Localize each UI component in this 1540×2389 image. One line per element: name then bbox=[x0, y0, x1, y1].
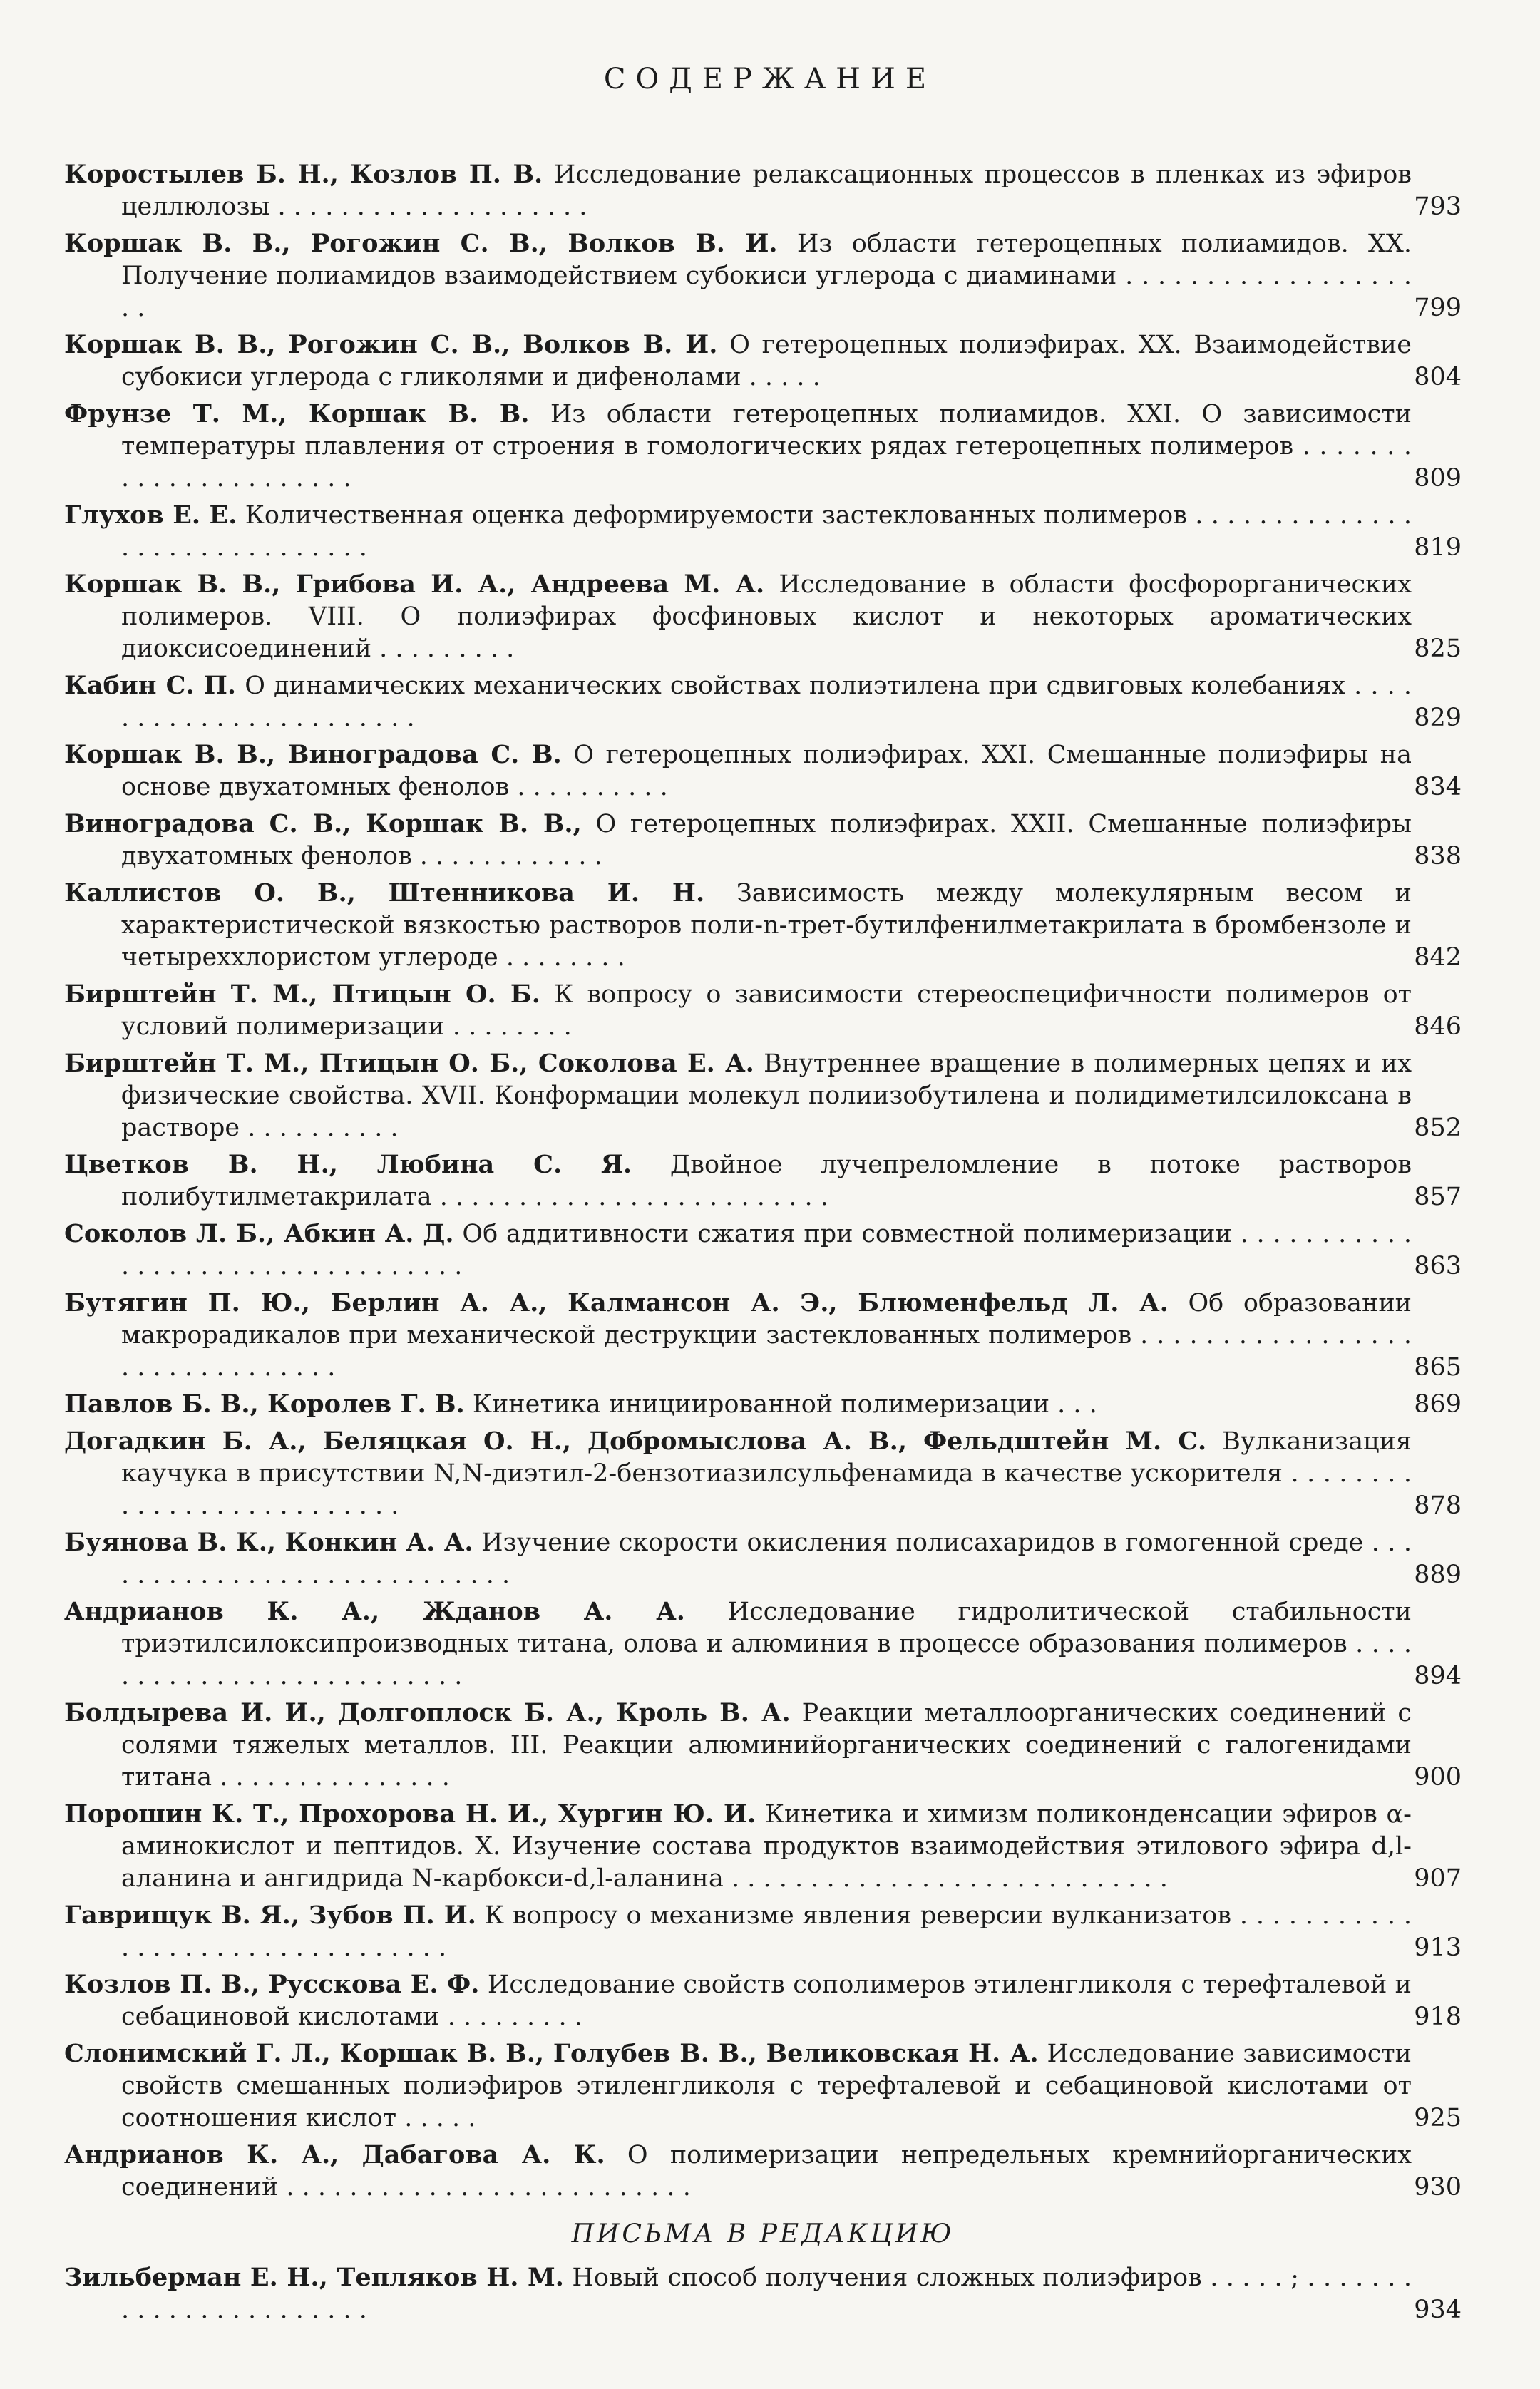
page-title: СОДЕРЖАНИЕ bbox=[603, 63, 937, 96]
toc-entry bbox=[64, 1968, 1462, 2033]
entry-title: Зависимость между молекулярным весом и характеристической вязкостью растворов поли-n-трет-бутилфенилметакрилата в бромбензоле и четыреххлористом углероде . . . . . . . . bbox=[121, 879, 1412, 972]
entry-authors: Гаврищук В. Я., Зубов П. И. bbox=[64, 1901, 476, 1930]
entry-text bbox=[64, 2038, 1412, 2134]
entry-title: Количественная оценка деформируемости застеклованных полимеров . . . . . . . . . . . . . . . . . . . . . . . . . . . . . . bbox=[121, 501, 1412, 562]
entry-title: К вопросу о зависимости стереоспецифичности полимеров от условий полимеризации . . . . . . . . bbox=[121, 980, 1412, 1041]
entry-page-number: 894 bbox=[1414, 1662, 1462, 1690]
entry-authors: Слонимский Г. Л., Коршак В. В., Голубев В. В., Великовская Н. А. bbox=[64, 2039, 1039, 2068]
entry-authors: Бирштейн Т. М., Птицын О. Б., Соколова Е. А. bbox=[64, 1049, 754, 1078]
entry-text bbox=[64, 877, 1412, 974]
toc-entry bbox=[64, 2139, 1462, 2204]
toc-entry bbox=[64, 329, 1462, 394]
entry-text bbox=[64, 1798, 1412, 1895]
entry-page-number: 900 bbox=[1414, 1763, 1462, 1792]
entry-title: О гетероцепных полиэфирах. XX. Взаимодействие субокиси углерода с гликолями и дифенолами . . . . . bbox=[121, 331, 1412, 391]
toc-entry bbox=[64, 1697, 1462, 1794]
toc-entry bbox=[64, 398, 1462, 495]
entry-authors: Андрианов К. А., Дабагова А. К. bbox=[64, 2140, 605, 2169]
entry-title: О гетероцепных полиэфирах. XXII. Смешанные полиэфиры двухатомных фенолов . . . . . . . . . . . . bbox=[121, 810, 1412, 870]
entry-page-number: 889 bbox=[1414, 1561, 1462, 1589]
entry-page-number: 869 bbox=[1414, 1390, 1462, 1419]
entry-title: Кинетика и химизм поликонденсации эфиров α-аминокислот и пептидов. X. Изучение состава продуктов взаимодействия этилового эфира d,l-аланина и ангидрида N-карбокси-d,l-аланина . . . . . . . . . . . . . . . . . . . . . . . . . . . . bbox=[121, 1800, 1412, 1893]
entry-authors: Догадкин Б. А., Беляцкая О. Н., Добромыслова А. В., Фельдштейн М. С. bbox=[64, 1427, 1207, 1456]
toc-entry bbox=[64, 877, 1462, 974]
toc-entry bbox=[64, 669, 1462, 734]
entry-authors: Коршак В. В., Виноградова С. В. bbox=[64, 740, 562, 769]
toc-entry bbox=[64, 227, 1462, 324]
entry-text bbox=[64, 2261, 1412, 2326]
entry-text bbox=[64, 2139, 1412, 2204]
entry-authors: Соколов Л. Б., Абкин А. Д. bbox=[64, 1219, 454, 1248]
entry-text bbox=[64, 1149, 1412, 1213]
toc-entry bbox=[64, 1425, 1462, 1522]
entry-page-number: 863 bbox=[1414, 1252, 1462, 1280]
entry-page-number: 825 bbox=[1414, 635, 1462, 663]
entry-page-number: 804 bbox=[1414, 363, 1462, 391]
entry-page-number: 846 bbox=[1414, 1012, 1462, 1041]
entry-authors: Фрунзе Т. М., Коршак В. В. bbox=[64, 399, 530, 428]
entry-title: Вулканизация каучука в присутствии N,N-диэтил-2-бензотиазилсульфенамида в качестве ускорителя . . . . . . . . . . . . . . . . . . . . . . . . . . bbox=[121, 1427, 1412, 1520]
entry-page-number: 913 bbox=[1414, 1933, 1462, 1962]
entry-text bbox=[64, 1047, 1412, 1144]
entry-authors: Виноградова С. В., Коршак В. В., bbox=[64, 809, 582, 838]
entry-title: Из области гетероцепных полиамидов. XX. Получение полиамидов взаимодействием субокиси углерода с диаминами . . . . . . . . . . . . . . . . . . . . bbox=[121, 230, 1412, 322]
entry-text bbox=[64, 398, 1412, 495]
entry-authors: Цветков В. Н., Любина С. Я. bbox=[64, 1150, 632, 1179]
toc-entry bbox=[64, 1798, 1462, 1895]
entry-page-number: 842 bbox=[1414, 943, 1462, 972]
entry-page-number: 834 bbox=[1414, 773, 1462, 801]
toc-entry bbox=[64, 808, 1462, 873]
entry-text bbox=[64, 1218, 1412, 1283]
entry-text bbox=[64, 1899, 1412, 1964]
toc-entries bbox=[64, 158, 1462, 2204]
entry-page-number: 852 bbox=[1414, 1114, 1462, 1142]
toc-entry bbox=[64, 1526, 1462, 1591]
entry-page-number: 907 bbox=[1414, 1864, 1462, 1893]
toc-entry bbox=[64, 1388, 1462, 1421]
entry-title: О динамических механических свойствах полиэтилена при сдвиговых колебаниях . . . . . . . . . . . . . . . . . . . . . . . bbox=[121, 672, 1412, 732]
section-heading: ПИСЬМА В РЕДАКЦИЮ bbox=[571, 2219, 955, 2249]
entry-authors: Каллистов О. В., Штенникова И. Н. bbox=[64, 878, 705, 908]
entry-text bbox=[64, 808, 1412, 873]
entry-text bbox=[64, 568, 1412, 665]
entry-title: О полимеризации непредельных кремнийорганических соединений . . . . . . . . . . . . . . . . . . . . . . . . . . bbox=[121, 2141, 1412, 2202]
toc-entry bbox=[64, 568, 1462, 665]
entry-text bbox=[64, 158, 1412, 223]
toc-entry bbox=[64, 1287, 1462, 1384]
entry-authors: Андрианов К. А., Жданов А. А. bbox=[64, 1597, 685, 1626]
entry-title: Исследование зависимости свойств смешанных полиэфиров этиленгликоля с терефталевой и себациновой кислотами от соотношения кислот . . . . . bbox=[121, 2040, 1412, 2132]
entry-text bbox=[64, 739, 1412, 803]
entry-page-number: 930 bbox=[1414, 2173, 1462, 2202]
entry-title: Из области гетероцепных полиамидов. XXI. О зависимости температуры плавления от строения в гомологических рядах гетероцепных полимеров . . . . . . . . . . . . . . . . . . . . . . bbox=[121, 400, 1412, 493]
entry-text bbox=[64, 1425, 1412, 1522]
entry-authors: Зильберман Е. Н., Тепляков Н. М. bbox=[64, 2263, 564, 2292]
entry-title: Кинетика инициированной полимеризации . . . bbox=[472, 1390, 1097, 1419]
entry-page-number: 865 bbox=[1414, 1353, 1462, 1382]
entry-page-number: 857 bbox=[1414, 1183, 1462, 1211]
entry-page-number: 809 bbox=[1414, 464, 1462, 493]
toc-entry bbox=[64, 1596, 1462, 1692]
entry-page-number: 819 bbox=[1414, 533, 1462, 562]
entry-page-number: 838 bbox=[1414, 842, 1462, 870]
toc-list bbox=[64, 158, 1462, 2331]
entry-page-number: 925 bbox=[1414, 2104, 1462, 2132]
entry-title: Об аддитивности сжатия при совместной полимеризации . . . . . . . . . . . . . . . . . . . . . . . . . . . . . . . . . bbox=[121, 1220, 1412, 1280]
toc-entry bbox=[64, 158, 1462, 223]
entry-text bbox=[64, 669, 1412, 734]
entry-page-number: 934 bbox=[1414, 2296, 1462, 2324]
entry-authors: Козлов П. В., Русскова Е. Ф. bbox=[64, 1970, 480, 1999]
entry-title: Реакции металлоорганических соединений с солями тяжелых металлов. III. Реакции алюминийорганических соединений с галогенидами титана . . . . . . . . . . . . . . . bbox=[121, 1699, 1412, 1792]
entry-title: О гетероцепных полиэфирах. XXI. Смешанные полиэфиры на основе двухатомных фенолов . . . . . . . . . . bbox=[121, 741, 1412, 801]
entry-title: Исследование свойств сополимеров этиленгликоля с терефталевой и себациновой кислотами . . . . . . . . . bbox=[121, 1971, 1412, 2031]
entry-authors: Бутягин П. Ю., Берлин А. А., Калмансон А. Э., Блюменфельд Л. А. bbox=[64, 1288, 1169, 1317]
toc-entry bbox=[64, 1149, 1462, 1213]
toc-entry bbox=[64, 978, 1462, 1043]
entry-authors: Глухов Е. Е. bbox=[64, 500, 237, 530]
entry-title: Двойное лучепреломление в потоке растворов полибутилметакрилата . . . . . . . . . . . . . . . . . . . . . . . . . bbox=[121, 1151, 1412, 1211]
entry-text bbox=[64, 1526, 1412, 1591]
entry-authors: Коршак В. В., Рогожин С. В., Волков В. И. bbox=[64, 229, 778, 258]
entry-title: Исследование гидролитической стабильности триэтилсилоксипроизводных титана, олова и алюминия в процессе образования полимеров . . . . . . . . . . . . . . . . . . . . . . . . . . bbox=[121, 1598, 1412, 1690]
entry-authors: Коршак В. В., Рогожин С. В., Волков В. И. bbox=[64, 330, 718, 359]
entry-page-number: 918 bbox=[1414, 2003, 1462, 2031]
entry-text bbox=[64, 1596, 1412, 1692]
entry-title: Новый способ получения сложных полиэфиров . . . . . ; . . . . . . . . . . . . . . . . . . . . . . . bbox=[121, 2264, 1412, 2324]
toc-entry bbox=[64, 2038, 1462, 2134]
toc-entry bbox=[64, 1218, 1462, 1283]
entry-title: Исследование релаксационных процессов в пленках из эфиров целлюлозы . . . . . . . . . . . . . . . . . . . . bbox=[121, 160, 1412, 221]
entry-authors: Кабин С. П. bbox=[64, 671, 237, 700]
entry-authors: Коршак В. В., Грибова И. А., Андреева М. А. bbox=[64, 570, 765, 599]
entry-text bbox=[64, 1388, 1412, 1421]
entry-title: Об образовании макрорадикалов при механической деструкции застеклованных полимеров . . . . . . . . . . . . . . . . . . . . . . . . . . . . . . . bbox=[121, 1289, 1412, 1382]
entry-authors: Павлов Б. В., Королев Г. В. bbox=[64, 1389, 465, 1419]
entry-page-number: 829 bbox=[1414, 704, 1462, 732]
toc-entry bbox=[64, 2261, 1462, 2326]
entry-text bbox=[64, 1968, 1412, 2033]
entry-text bbox=[64, 329, 1412, 394]
toc-entry bbox=[64, 1899, 1462, 1964]
entry-page-number: 793 bbox=[1414, 192, 1462, 221]
entry-text bbox=[64, 227, 1412, 324]
entry-title: К вопросу о механизме явления реверсии вулканизатов . . . . . . . . . . . . . . . . . . . . . . . . . . . . . . . . bbox=[121, 1901, 1412, 1962]
toc-entry bbox=[64, 499, 1462, 564]
entry-authors: Бирштейн Т. М., Птицын О. Б. bbox=[64, 980, 540, 1009]
toc-entry bbox=[64, 739, 1462, 803]
entry-text bbox=[64, 978, 1412, 1043]
entry-text bbox=[64, 1287, 1412, 1384]
letters-entries bbox=[64, 2261, 1462, 2326]
entry-text bbox=[64, 1697, 1412, 1794]
toc-entry bbox=[64, 1047, 1462, 1144]
entry-title: Внутреннее вращение в полимерных цепях и их физические свойства. XVII. Конформации молекул полиизобутилена и полидиметилсилоксана в растворе . . . . . . . . . . bbox=[121, 1049, 1412, 1142]
entry-page-number: 878 bbox=[1414, 1491, 1462, 1520]
entry-authors: Болдырева И. И., Долгоплоск Б. А., Кроль В. А. bbox=[64, 1698, 791, 1727]
entry-title: Изучение скорости окисления полисахаридов в гомогенной среде . . . . . . . . . . . . . . . . . . . . . . . . . . . . bbox=[121, 1529, 1412, 1589]
entry-authors: Коростылев Б. Н., Козлов П. В. bbox=[64, 160, 543, 189]
entry-title: Исследование в области фосфорорганических полимеров. VIII. О полиэфирах фосфиновых кислот и некоторых ароматических диоксисоединений . . . . . . . . . bbox=[121, 570, 1412, 663]
entry-text bbox=[64, 499, 1412, 564]
entry-page-number: 799 bbox=[1414, 294, 1462, 322]
entry-authors: Порошин К. Т., Прохорова Н. И., Хургин Ю. И. bbox=[64, 1799, 756, 1829]
entry-authors: Буянова В. К., Конкин А. А. bbox=[64, 1528, 473, 1557]
